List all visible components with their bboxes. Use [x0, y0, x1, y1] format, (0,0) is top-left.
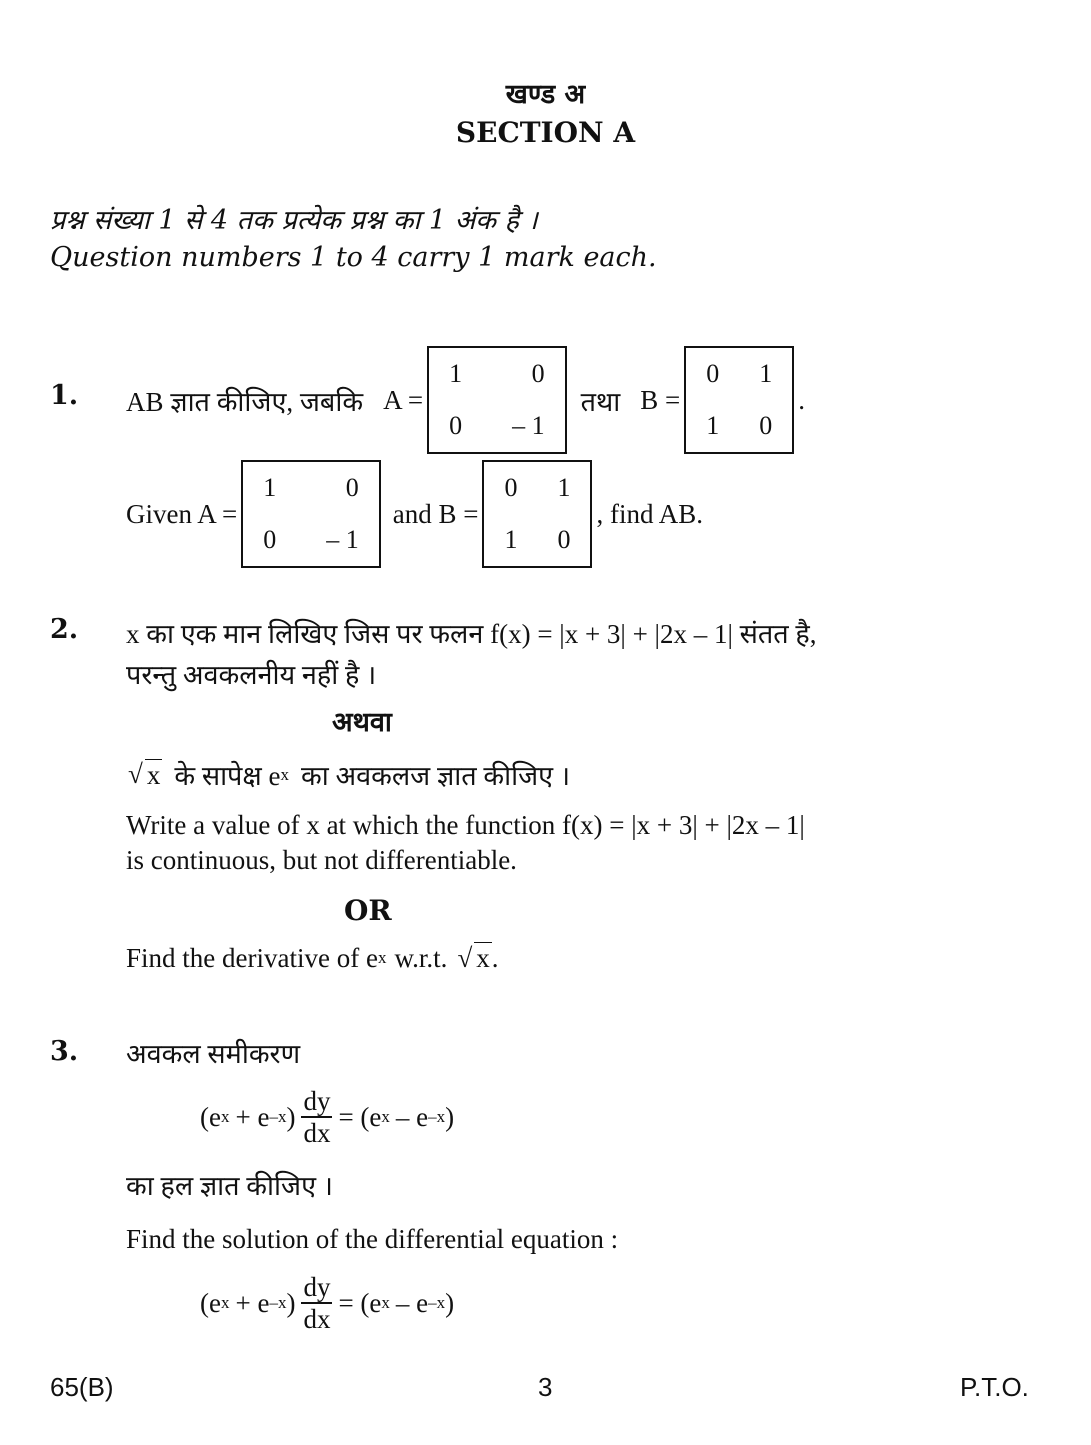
- exp-superscript: –x: [428, 1293, 446, 1312]
- matrix-cell: 1: [759, 359, 773, 388]
- q3-english-line1: Find the solution of the differential equation :: [126, 1224, 619, 1254]
- fraction-denominator: dx: [303, 1118, 331, 1148]
- exp-superscript: x: [381, 1293, 390, 1312]
- eq-part: = (e: [338, 1101, 382, 1132]
- eq-part: ): [445, 1101, 455, 1132]
- question-number-3: 3.: [50, 1036, 79, 1067]
- eq-part: ): [286, 1101, 296, 1132]
- q1-hindi-a-label: A =: [383, 384, 424, 415]
- q1-hindi-end: .: [798, 384, 805, 415]
- q2-english-or-a: Find the derivative of e: [126, 942, 378, 973]
- exp-superscript: –x: [269, 1107, 287, 1126]
- matrix-cell: 0: [345, 473, 359, 502]
- q2-hindi-line2: परन्तु अवकलनीय नहीं है ।: [126, 660, 377, 690]
- q3-equation-english: [200, 1272, 454, 1334]
- dy-dx-fraction: [301, 1272, 332, 1334]
- matrix-cell: 1: [504, 525, 518, 554]
- eq-part: – e: [395, 1287, 429, 1318]
- fraction-numerator: dy: [303, 1272, 331, 1302]
- exp-superscript: –x: [428, 1107, 446, 1126]
- dy-dx-fraction: [301, 1086, 332, 1148]
- instruction-english: Question numbers 1 to 4 carry 1 mark each.: [50, 242, 657, 273]
- or-english: OR: [344, 894, 392, 927]
- matrix-cell: 0: [759, 411, 773, 440]
- q2-english-or-end: .: [491, 942, 499, 973]
- section-title-hindi: खण्ड अ: [505, 79, 586, 110]
- q2-hindi-line1: x का एक मान लिखिए जिस पर फलन f(x) = |x + 3| + |2x – 1| संतत है,: [126, 619, 817, 649]
- or-hindi: अथवा: [332, 707, 392, 738]
- exp-superscript: x: [381, 1107, 390, 1126]
- matrix-cell: 0: [706, 359, 720, 388]
- q1-hindi-line: [126, 346, 805, 454]
- matrix-b-english: [482, 460, 592, 568]
- matrix-a-hindi: [427, 346, 567, 454]
- eq-part: (e: [200, 1287, 221, 1318]
- q1-english-prefix: Given A =: [126, 498, 238, 529]
- matrix-cell: 0: [531, 359, 545, 388]
- q2-english-line1: Write a value of x at which the function f(x) = |x + 3| + |2x – 1|: [126, 810, 805, 840]
- q1-hindi-b-label: B =: [640, 384, 681, 415]
- instruction-hindi: प्रश्न संख्या 1 से 4 तक प्रत्येक प्रश्न का 1 अंक है ।: [50, 205, 538, 236]
- sqrt-symbol: √: [457, 942, 473, 973]
- fraction-numerator: dy: [303, 1086, 331, 1116]
- matrix-cell: 0: [557, 525, 571, 554]
- eq-part: = (e: [338, 1287, 382, 1318]
- matrix-a-english: [241, 460, 381, 568]
- matrix-cell: 1: [557, 473, 571, 502]
- q1-english-line: [126, 460, 703, 568]
- matrix-cell: – 1: [326, 525, 359, 554]
- exp-superscript: –x: [269, 1293, 287, 1312]
- q3-hindi-line2: का हल ज्ञात कीजिए ।: [126, 1171, 333, 1201]
- q3-equation-hindi: [200, 1086, 454, 1148]
- matrix-cell: – 1: [512, 411, 545, 440]
- q2-hindi-or-text-b: का अवकलज ज्ञात कीजिए ।: [301, 761, 571, 791]
- matrix-cell: 1: [706, 411, 720, 440]
- q1-english-suffix: , find AB.: [596, 498, 703, 529]
- q1-hindi-prefix: AB ज्ञात कीजिए, जबकि: [126, 386, 364, 417]
- question-number-1: 1.: [50, 380, 79, 411]
- exp-superscript: x: [220, 1293, 230, 1312]
- eq-part: + e: [235, 1287, 270, 1318]
- q2-hindi-or-text-a: के सापेक्ष e: [174, 761, 281, 791]
- matrix-cell: 0: [263, 525, 277, 554]
- matrix-b-hindi: [684, 346, 794, 454]
- exp-superscript: x: [220, 1107, 230, 1126]
- q2-english-line2: is continuous, but not differentiable.: [126, 845, 517, 875]
- q2-hindi-or-line: [128, 756, 570, 793]
- eq-part: ): [286, 1287, 296, 1318]
- eq-part: (e: [200, 1101, 221, 1132]
- q2-english-or-b: w.r.t.: [394, 942, 448, 973]
- question-number-2: 2.: [50, 614, 79, 645]
- q1-hindi-and: तथा: [580, 386, 621, 417]
- page-number: 3: [538, 1372, 553, 1402]
- please-turn-over: P.T.O.: [960, 1372, 1029, 1402]
- matrix-cell: 0: [504, 473, 518, 502]
- eq-part: ): [445, 1287, 455, 1318]
- sqrt-arg: x: [146, 759, 161, 790]
- sqrt-arg: x: [476, 943, 490, 973]
- q1-english-and: and B =: [392, 498, 479, 529]
- paper-code: 65(B): [50, 1372, 114, 1402]
- section-title: SECTION A: [455, 116, 636, 149]
- q2-english-or-line: [126, 942, 499, 974]
- exp-superscript: x: [377, 948, 387, 967]
- matrix-cell: 1: [263, 473, 277, 502]
- matrix-cell: 1: [449, 359, 463, 388]
- exp-superscript: x: [280, 764, 289, 784]
- fraction-denominator: dx: [303, 1304, 331, 1334]
- sqrt-symbol: √: [128, 759, 143, 789]
- q3-hindi-line1: अवकल समीकरण: [126, 1039, 301, 1069]
- matrix-cell: 0: [449, 411, 463, 440]
- eq-part: – e: [395, 1101, 429, 1132]
- eq-part: + e: [235, 1101, 270, 1132]
